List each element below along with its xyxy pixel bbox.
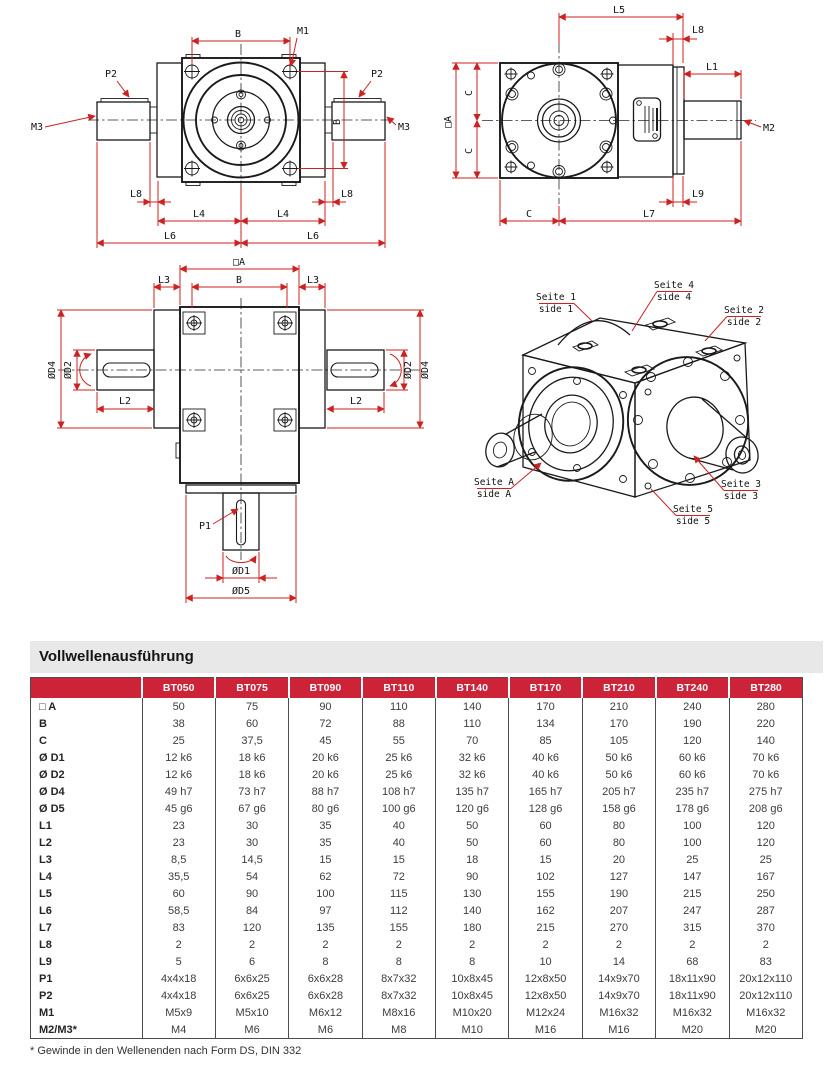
value-cell: 208 g6: [729, 800, 803, 817]
value-cell: 270: [582, 919, 655, 936]
column-header: BT140: [436, 678, 509, 699]
value-cell: 2: [656, 936, 729, 953]
value-cell: 62: [289, 868, 362, 885]
value-cell: 2: [362, 936, 435, 953]
value-cell: 120 g6: [436, 800, 509, 817]
dim-label-l4: L4: [276, 209, 290, 220]
value-cell: 100: [656, 834, 729, 851]
value-cell: 60 k6: [656, 766, 729, 783]
value-cell: 25: [142, 732, 215, 749]
value-cell: 5: [142, 953, 215, 970]
value-cell: M5x10: [215, 1004, 288, 1021]
value-cell: 30: [215, 817, 288, 834]
side-3-label-en: side 3: [723, 491, 759, 502]
value-cell: 130: [436, 885, 509, 902]
table-row: [31, 834, 803, 851]
table-row: [31, 868, 803, 885]
dim-label-l6: L6: [306, 231, 320, 242]
value-cell: 20x12x110: [729, 987, 803, 1004]
value-cell: 2: [582, 936, 655, 953]
row-label: L4: [39, 870, 52, 883]
value-cell: 162: [509, 902, 582, 919]
row-label: L8: [39, 938, 52, 951]
value-cell: 370: [729, 919, 803, 936]
value-cell: 14x9x70: [582, 970, 655, 987]
value-cell: 112: [362, 902, 435, 919]
table-row: [31, 732, 803, 749]
value-cell: 100: [656, 817, 729, 834]
value-cell: 90: [289, 698, 362, 715]
dim-label-b: B: [235, 275, 243, 286]
dim-label-b-vert: B: [332, 118, 343, 126]
value-cell: 12 k6: [142, 766, 215, 783]
table-row: [31, 1004, 803, 1021]
value-cell: 6x6x25: [215, 970, 288, 987]
dim-label-d2: ØD2: [403, 360, 414, 380]
value-cell: 20: [582, 851, 655, 868]
dimension-table: [30, 677, 803, 1039]
value-cell: M16x32: [582, 1004, 655, 1021]
top-view-drawing: [20, 255, 440, 625]
dim-label-c: C: [464, 89, 475, 97]
table-title: Vollwellenausführung: [30, 641, 823, 673]
dim-label-d4: ØD4: [47, 360, 58, 380]
row-label: L1: [39, 819, 52, 832]
side-a-label-de: Seite A: [473, 477, 515, 488]
dim-label-l1: L1: [705, 62, 719, 73]
footnote: * Gewinde in den Wellenenden nach Form DS, DIN 332: [30, 1045, 302, 1057]
value-cell: 54: [215, 868, 288, 885]
value-cell: 102: [509, 868, 582, 885]
value-cell: 8x7x32: [362, 987, 435, 1004]
value-cell: M6x12: [289, 1004, 362, 1021]
value-cell: 45 g6: [142, 800, 215, 817]
value-cell: 10x8x45: [436, 987, 509, 1004]
value-cell: 35,5: [142, 868, 215, 885]
value-cell: 35: [289, 817, 362, 834]
value-cell: 178 g6: [656, 800, 729, 817]
value-cell: 250: [729, 885, 803, 902]
value-cell: M16x32: [729, 1004, 803, 1021]
dim-label-l7: L7: [642, 209, 656, 220]
value-cell: M12x24: [509, 1004, 582, 1021]
value-cell: 80: [582, 817, 655, 834]
value-cell: 20 k6: [289, 766, 362, 783]
row-label: Ø D2: [39, 768, 65, 781]
corner-cell: [31, 678, 143, 699]
value-cell: 18 k6: [215, 749, 288, 766]
value-cell: 105: [582, 732, 655, 749]
side-2-label-de: Seite 2: [723, 305, 765, 316]
value-cell: 6x6x28: [289, 970, 362, 987]
row-label: L5: [39, 887, 52, 900]
side-5-label-de: Seite 5: [672, 504, 714, 515]
value-cell: M8x16: [362, 1004, 435, 1021]
value-cell: 70 k6: [729, 766, 803, 783]
value-cell: 38: [142, 715, 215, 732]
dim-label-l4: L4: [192, 209, 206, 220]
value-cell: M16: [509, 1021, 582, 1039]
value-cell: 25: [729, 851, 803, 868]
table-row: [31, 970, 803, 987]
dim-label-b: B: [234, 29, 242, 40]
value-cell: 2: [215, 936, 288, 953]
value-cell: 8,5: [142, 851, 215, 868]
column-header: BT210: [582, 678, 655, 699]
value-cell: 190: [656, 715, 729, 732]
dim-label-p2: P2: [370, 69, 384, 80]
value-cell: 120: [215, 919, 288, 936]
table-row: [31, 715, 803, 732]
value-cell: 280: [729, 698, 803, 715]
value-cell: 315: [656, 919, 729, 936]
value-cell: 73 h7: [215, 783, 288, 800]
row-label: L9: [39, 955, 52, 968]
row-label: M2/M3*: [39, 1023, 77, 1036]
value-cell: 45: [289, 732, 362, 749]
value-cell: 140: [729, 732, 803, 749]
value-cell: M4: [142, 1021, 215, 1039]
value-cell: 220: [729, 715, 803, 732]
value-cell: 140: [436, 902, 509, 919]
value-cell: 155: [509, 885, 582, 902]
value-cell: 80: [582, 834, 655, 851]
table-row: [31, 851, 803, 868]
value-cell: 180: [436, 919, 509, 936]
table-row: [31, 902, 803, 919]
value-cell: 72: [362, 868, 435, 885]
value-cell: 10x8x45: [436, 970, 509, 987]
value-cell: 49 h7: [142, 783, 215, 800]
value-cell: 100: [289, 885, 362, 902]
value-cell: M10: [436, 1021, 509, 1039]
value-cell: 207: [582, 902, 655, 919]
dim-label-d1: ØD1: [231, 566, 251, 577]
side-5-label-en: side 5: [675, 516, 711, 527]
value-cell: 70 k6: [729, 749, 803, 766]
value-cell: 155: [362, 919, 435, 936]
value-cell: 88: [362, 715, 435, 732]
value-cell: 115: [362, 885, 435, 902]
table-row: [31, 783, 803, 800]
value-cell: 167: [729, 868, 803, 885]
value-cell: 23: [142, 817, 215, 834]
value-cell: 6x6x25: [215, 987, 288, 1004]
dim-label-m3: M3: [30, 122, 44, 133]
column-header: BT090: [289, 678, 362, 699]
value-cell: 2: [289, 936, 362, 953]
value-cell: 215: [509, 919, 582, 936]
value-cell: 8: [362, 953, 435, 970]
value-cell: 25 k6: [362, 766, 435, 783]
row-label: Ø D1: [39, 751, 65, 764]
value-cell: 37,5: [215, 732, 288, 749]
table-row: [31, 698, 803, 715]
value-cell: 25: [656, 851, 729, 868]
value-cell: 12x8x50: [509, 970, 582, 987]
value-cell: 120: [729, 834, 803, 851]
value-cell: 72: [289, 715, 362, 732]
value-cell: 235 h7: [656, 783, 729, 800]
value-cell: 18x11x90: [656, 970, 729, 987]
value-cell: 12x8x50: [509, 987, 582, 1004]
value-cell: 12 k6: [142, 749, 215, 766]
value-cell: M10x20: [436, 1004, 509, 1021]
value-cell: 8x7x32: [362, 970, 435, 987]
row-label: L2: [39, 836, 52, 849]
column-header: BT075: [215, 678, 288, 699]
value-cell: 18x11x90: [656, 987, 729, 1004]
side-4-label-en: side 4: [656, 292, 692, 303]
value-cell: 50: [436, 834, 509, 851]
table-row: [31, 919, 803, 936]
value-cell: 50 k6: [582, 766, 655, 783]
table-row: [31, 953, 803, 970]
dim-label-l3: L3: [157, 275, 171, 286]
nameplate: [634, 98, 661, 141]
row-label: P1: [39, 972, 53, 985]
value-cell: 6x6x28: [289, 987, 362, 1004]
value-cell: 32 k6: [436, 749, 509, 766]
bolt-icon: [186, 315, 293, 428]
table-row: [31, 936, 803, 953]
value-cell: 80 g6: [289, 800, 362, 817]
value-cell: 14: [582, 953, 655, 970]
value-cell: 55: [362, 732, 435, 749]
table-row: [31, 1021, 803, 1039]
value-cell: M5x9: [142, 1004, 215, 1021]
value-cell: 40: [362, 834, 435, 851]
dim-label-d5: ØD5: [231, 586, 251, 597]
side-1-label-en: side 1: [538, 304, 574, 315]
table-body: [31, 698, 803, 1039]
value-cell: 135: [289, 919, 362, 936]
value-cell: 135 h7: [436, 783, 509, 800]
dim-label-c: C: [464, 147, 475, 155]
dim-label-l6: L6: [163, 231, 177, 242]
value-cell: 170: [509, 698, 582, 715]
row-label: L6: [39, 904, 52, 917]
value-cell: 108 h7: [362, 783, 435, 800]
value-cell: 88 h7: [289, 783, 362, 800]
value-cell: 50 k6: [582, 749, 655, 766]
dim-label-l8: L8: [340, 189, 354, 200]
value-cell: 90: [215, 885, 288, 902]
row-label: C: [39, 734, 47, 747]
side-2-label-en: side 2: [726, 317, 762, 328]
value-cell: 14,5: [215, 851, 288, 868]
value-cell: 2: [729, 936, 803, 953]
dimension-table-section: [30, 641, 823, 1057]
value-cell: 60 k6: [656, 749, 729, 766]
value-cell: 60: [509, 834, 582, 851]
dim-label-l8: L8: [129, 189, 143, 200]
side-1-label-de: Seite 1: [535, 292, 577, 303]
value-cell: 97: [289, 902, 362, 919]
table-row: [31, 885, 803, 902]
row-label: B: [39, 717, 47, 730]
table-row: [31, 766, 803, 783]
side-4-label-de: Seite 4: [653, 280, 695, 291]
value-cell: 15: [509, 851, 582, 868]
value-cell: 83: [729, 953, 803, 970]
value-cell: 170: [582, 715, 655, 732]
dim-label-d2: ØD2: [63, 360, 74, 380]
column-header: BT110: [362, 678, 435, 699]
dim-label-m3: M3: [397, 122, 411, 133]
dim-label-l8: L8: [692, 25, 705, 36]
value-cell: M16x32: [656, 1004, 729, 1021]
value-cell: 4x4x18: [142, 987, 215, 1004]
value-cell: 134: [509, 715, 582, 732]
side-3-label-de: Seite 3: [720, 479, 762, 490]
value-cell: 165 h7: [509, 783, 582, 800]
value-cell: 190: [582, 885, 655, 902]
table-row: [31, 987, 803, 1004]
value-cell: 50: [142, 698, 215, 715]
value-cell: 58,5: [142, 902, 215, 919]
table-row: [31, 817, 803, 834]
dim-label-c: C: [525, 209, 533, 220]
row-label: Ø D5: [39, 802, 65, 815]
value-cell: 10: [509, 953, 582, 970]
row-label: M1: [39, 1006, 55, 1019]
value-cell: 205 h7: [582, 783, 655, 800]
value-cell: M20: [729, 1021, 803, 1039]
flange-bolt-hole: [529, 368, 627, 483]
value-cell: 14x9x70: [582, 987, 655, 1004]
value-cell: 32 k6: [436, 766, 509, 783]
value-cell: 50: [436, 817, 509, 834]
value-cell: 6: [215, 953, 288, 970]
dim-label-l5: L5: [612, 5, 626, 16]
value-cell: 110: [436, 715, 509, 732]
header-row: [31, 678, 803, 699]
dim-label-d4: ØD4: [420, 360, 431, 380]
value-cell: 75: [215, 698, 288, 715]
column-header: BT170: [509, 678, 582, 699]
value-cell: 60: [142, 885, 215, 902]
column-header: BT240: [656, 678, 729, 699]
value-cell: 20x12x110: [729, 970, 803, 987]
value-cell: 240: [656, 698, 729, 715]
value-cell: 8: [436, 953, 509, 970]
table-row: [31, 800, 803, 817]
dim-label-l3: L3: [306, 275, 320, 286]
value-cell: 4x4x18: [142, 970, 215, 987]
value-cell: 110: [362, 698, 435, 715]
row-label: □ A: [39, 700, 57, 713]
value-cell: 8: [289, 953, 362, 970]
column-header: BT280: [729, 678, 803, 699]
value-cell: 20 k6: [289, 749, 362, 766]
value-cell: M8: [362, 1021, 435, 1039]
dim-label-square-a: □A: [232, 257, 246, 268]
value-cell: 247: [656, 902, 729, 919]
dim-label-l9: L9: [692, 189, 705, 200]
value-cell: 30: [215, 834, 288, 851]
value-cell: 68: [656, 953, 729, 970]
value-cell: 70: [436, 732, 509, 749]
value-cell: 35: [289, 834, 362, 851]
value-cell: 100 g6: [362, 800, 435, 817]
value-cell: M6: [215, 1021, 288, 1039]
front-view-drawing: [25, 5, 435, 250]
dim-label-p1: P1: [198, 521, 212, 532]
value-cell: 18 k6: [215, 766, 288, 783]
dim-label-m1: M1: [296, 26, 310, 37]
value-cell: 90: [436, 868, 509, 885]
value-cell: M20: [656, 1021, 729, 1039]
value-cell: 40 k6: [509, 749, 582, 766]
value-cell: 84: [215, 902, 288, 919]
value-cell: 2: [142, 936, 215, 953]
value-cell: M6: [289, 1021, 362, 1039]
value-cell: 23: [142, 834, 215, 851]
side-view-drawing: [430, 0, 830, 250]
value-cell: 60: [215, 715, 288, 732]
value-cell: 140: [436, 698, 509, 715]
side-a-label-en: side A: [476, 489, 512, 500]
value-cell: 25 k6: [362, 749, 435, 766]
value-cell: 215: [656, 885, 729, 902]
value-cell: 120: [729, 817, 803, 834]
value-cell: 18: [436, 851, 509, 868]
value-cell: 127: [582, 868, 655, 885]
isometric-view-drawing: [450, 265, 830, 550]
value-cell: 120: [656, 732, 729, 749]
column-header: BT050: [142, 678, 215, 699]
dim-label-m2: M2: [763, 123, 776, 134]
row-label: Ø D4: [39, 785, 65, 798]
dim-label-square-a: □A: [443, 115, 454, 129]
row-label: L3: [39, 853, 52, 866]
value-cell: 2: [509, 936, 582, 953]
row-label: L7: [39, 921, 52, 934]
value-cell: 67 g6: [215, 800, 288, 817]
value-cell: 85: [509, 732, 582, 749]
value-cell: 275 h7: [729, 783, 803, 800]
table-row: [31, 749, 803, 766]
dim-label-l2: L2: [349, 396, 363, 407]
value-cell: 128 g6: [509, 800, 582, 817]
value-cell: 83: [142, 919, 215, 936]
value-cell: 2: [436, 936, 509, 953]
value-cell: 287: [729, 902, 803, 919]
value-cell: M16: [582, 1021, 655, 1039]
row-label: P2: [39, 989, 53, 1002]
dim-label-p2: P2: [104, 69, 118, 80]
value-cell: 60: [509, 817, 582, 834]
value-cell: 147: [656, 868, 729, 885]
value-cell: 40: [362, 817, 435, 834]
dim-label-l2: L2: [118, 396, 132, 407]
value-cell: 158 g6: [582, 800, 655, 817]
value-cell: 40 k6: [509, 766, 582, 783]
value-cell: 15: [289, 851, 362, 868]
value-cell: 15: [362, 851, 435, 868]
value-cell: 210: [582, 698, 655, 715]
